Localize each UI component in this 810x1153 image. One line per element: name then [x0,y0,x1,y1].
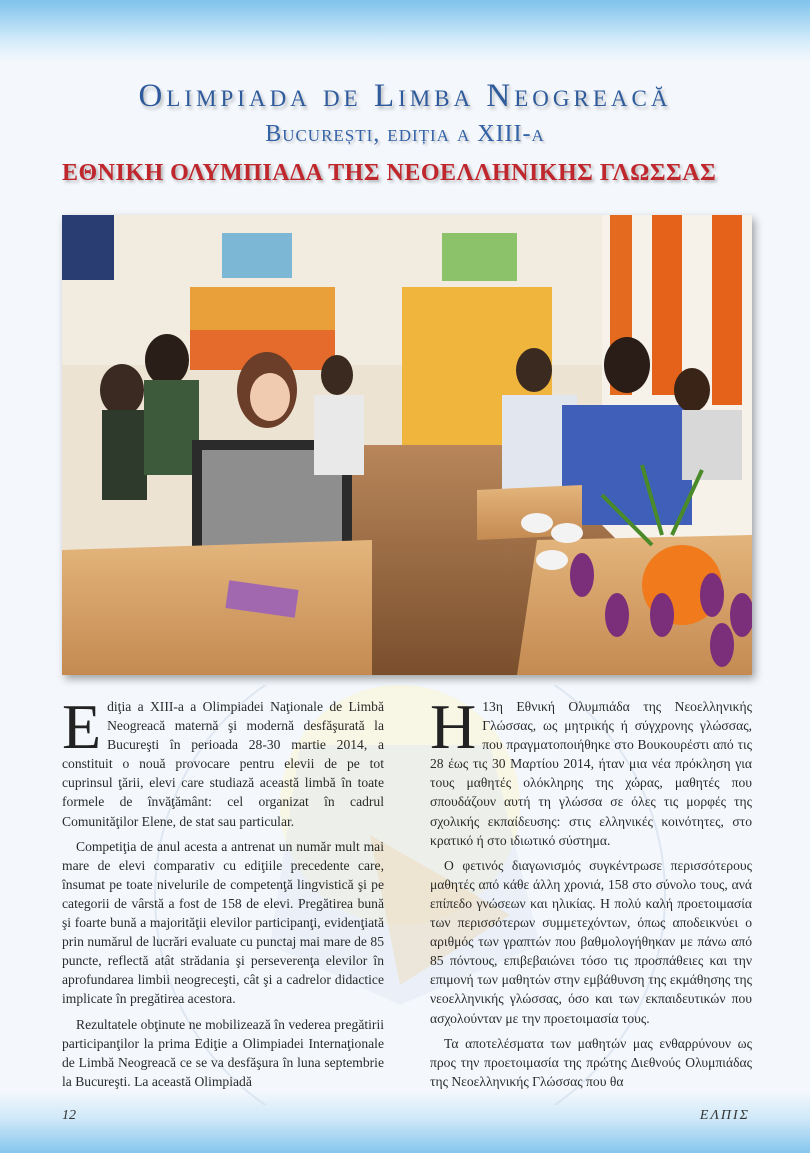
right-paragraph-1 [430,691,752,850]
classroom-photo [62,215,752,675]
bottom-gradient-band [0,1091,810,1153]
page-title: Olimpiada de Limba Neogreacă [138,78,672,114]
right-paragraph-1-text: 13η Εθνική Ολυμπιάδα της Νεοελληνικής Γλώσσας, ως μητρικής ή σύγχρονης γλώσσας, που πραγματοποιήθηκε στο Βουκουρέστι από τις 28 έως τις 30 Μαρτίου 2014, ήταν μια νέα πρόκληση για τους μαθητές ολόκληρης της χώρας, μαθητές που σπουδάζουν αυτή τη γλώσσα σε όλες τις μορφές της σχολικής εκπαίδευσης: στις ελληνικές κοινότητες, στο κρατικό ή στο ιδιωτικό σύστημα. [430,699,752,848]
left-paragraph-1 [62,691,384,831]
left-paragraph-1-text: diţia a XIII-a a Olimpiadei Naţionale de Limbă Neogreacă maternă şi modernă desfăşurată la Bucureşti în perioada 28-30 martie 2014, a constituit o nouă provocare pentru elevii de pe tot cuprinsul ţării, elevi care studiază această limbă în toate formele de învăţământ: cel organizat în cadrul Comunităţilor Elene, de stat sau particular. [62,699,384,829]
left-paragraph-3: Rezultatele obţinute ne mobilizează în vederea pregătirii participanţilor la prima Ediţie a Olimpiadei Internaţionale de Limbă Neogreacă ce se va desfăşura în luna septembrie la Bucureşti. La această Olimpiadă [62,1016,384,1089]
right-paragraph-2: Ο φετινός διαγωνισμός συγκέντρωσε περισσότερους μαθητές από κάθε άλλη χρονιά, 158 στο σύνολο τους, ανά επίπεδο γνώσεων και ηλικίας. Η πολύ καλή προετοιμασία των περισσότερων συμμετεχόντων, όπως αποδεικνύει ο αριθμός των γραπτών που βαθμολογήθηκαν με πάνω από 85 πόντους, επιβεβαιώνει τόσο τις προσπάθειες και την επιμονή των μαθητών στην εμβάθυνση της εκμάθησης της νεοελληνικής γλώσσας, όσο και των εκπαιδευτικών που ασχολούνταν με την προετοιμασία τους. [430,857,752,1026]
classroom-photo-icon [62,215,752,675]
right-text-column [430,691,752,1097]
right-dropcap: H [430,691,477,762]
magazine-name: ΕΛΠΙΣ [699,1108,750,1123]
greek-title: ΕΘΝΙΚΗ ΟΛΥΜΠΙΑΔΑ ΤΗΣ ΝΕΟΕΛΛΗΝΙΚΗΣ ΓΛΩΣΣΑΣ [62,160,717,186]
top-gradient-band [0,0,810,62]
left-dropcap: E [62,691,102,762]
page-subtitle: București, ediția a XIII-a [265,121,545,147]
page-number: 12 [62,1108,76,1123]
left-text-column [62,691,384,1097]
left-paragraph-2: Competiţia de anul acesta a antrenat un număr mult mai mare de elevi comparativ cu ediţiile precedente care, însumat pe toate nivelurile de competenţă lingvistică şi pe categorii de vârstă a fost de 158 de elevi. Pregătirea bună şi foarte bună a majorităţii elevilor participanţi, evidenţiată prin numărul de lucrări evaluate cu punctaj mai mare de 85 puncte, reflectă atât strădania şi perseverenţa elevilor în aprofundarea limbii neogreceşti, cât şi a cadrelor didactice implicate în pregătirea acestora. [62,838,384,1007]
right-paragraph-3: Τα αποτελέσματα των μαθητών μας ενθαρρύνουν ως προς την προετοιμασία της πρώτης Διεθνούς Ολυμπιάδας της Νεοελληνικής Γλώσσας που θα [430,1035,752,1089]
